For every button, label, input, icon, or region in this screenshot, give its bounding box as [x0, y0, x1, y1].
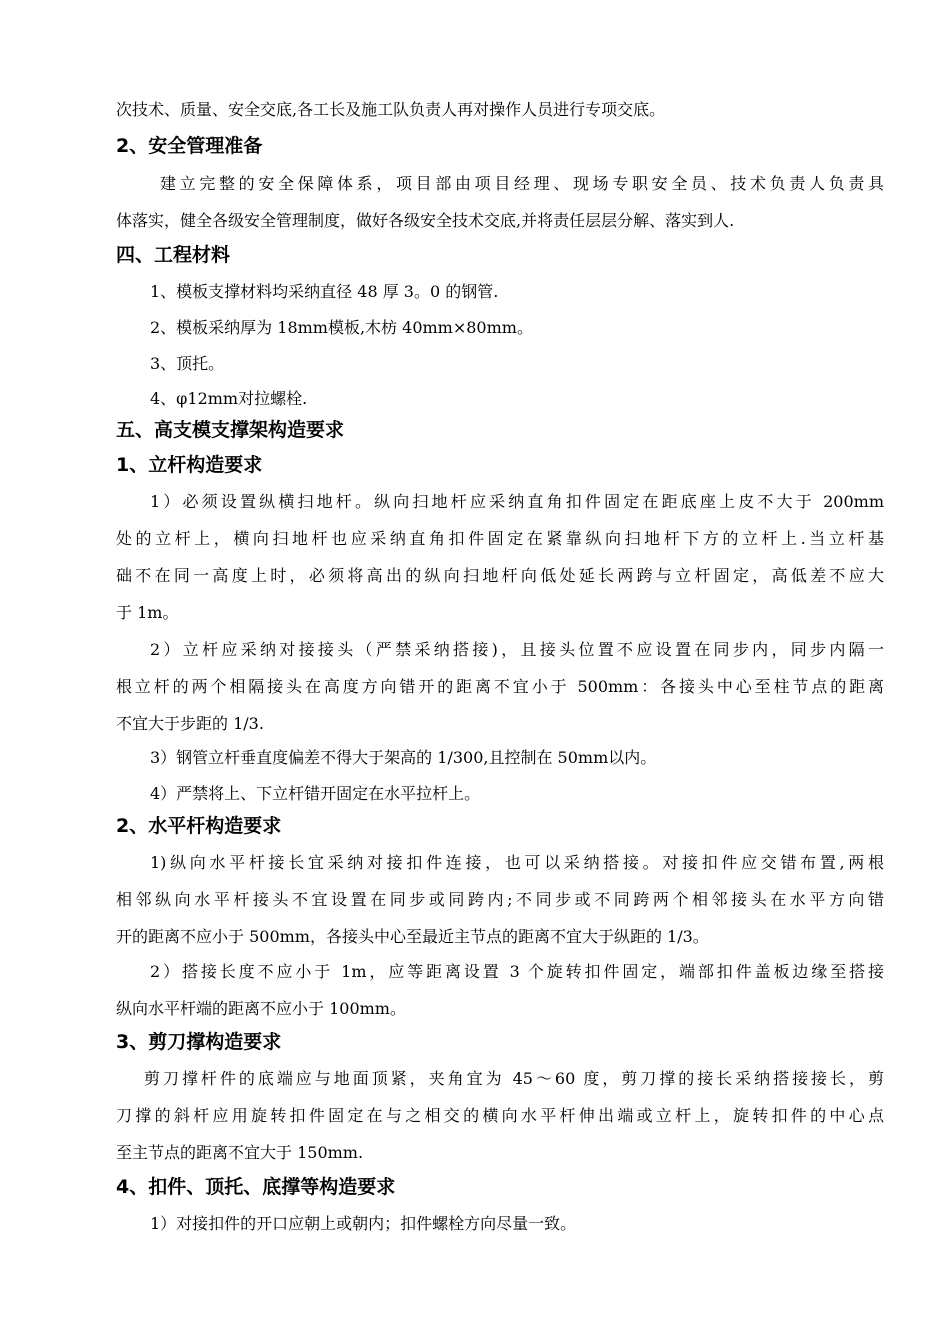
paragraph-line: 开的距离不应小于 500mm，各接头中心至最近主节点的距离不宜大于纵距的 1/3。 — [116, 927, 709, 946]
subsection-heading-fasteners: 4、扣件、顶托、底撑等构造要求 — [116, 1176, 396, 1198]
list-item: 4、φ12mm对拉螺栓. — [150, 389, 308, 408]
list-item: 1、模板支撑材料均采纳直径 48 厚 3。0 的钢管. — [150, 282, 499, 301]
paragraph-line: 纵向水平杆端的距离不应小于 100mm。 — [116, 999, 406, 1018]
paragraph-line: 1)纵向水平杆接长宜采纳对接扣件连接，也可以采纳搭接。对接扣件应交错布置,两根 — [150, 853, 884, 872]
list-item: 2、模板采纳厚为 18mm模板,木枋 40mm×80mm。 — [150, 318, 533, 337]
paragraph-line: 3）钢管立杆垂直度偏差不得大于架高的 1/300,且控制在 50mm以内。 — [150, 748, 657, 767]
section-heading-safety-management: 2、安全管理准备 — [116, 135, 263, 157]
paragraph-line: 剪刀撑杆件的底端应与地面顶紧，夹角宜为 45～60 度，剪刀撑的接长采纳搭接接长，剪 — [144, 1069, 884, 1088]
paragraph-line: 2）立杆应采纳对接接头（严禁采纳搭接)，且接头位置不应设置在同步内，同步内隔一 — [150, 640, 884, 659]
subsection-heading-upright-pole: 1、立杆构造要求 — [116, 454, 263, 476]
paragraph-line: 相邻纵向水平杆接头不宜设置在同步或同跨内;不同步或不同跨两个相邻接头在水平方向错 — [116, 890, 884, 909]
paragraph-line: 次技术、质量、安全交底,各工长及施工队负责人再对操作人员进行专项交底。 — [116, 100, 666, 119]
paragraph-line: 1）对接扣件的开口应朝上或朝内；扣件螺栓方向尽量一致。 — [150, 1214, 577, 1233]
paragraph-line: 4）严禁将上、下立杆错开固定在水平拉杆上。 — [150, 784, 481, 803]
paragraph-line: 刀撑的斜杆应用旋转扣件固定在与之相交的横向水平杆伸出端或立杆上，旋转扣件的中心点 — [116, 1106, 884, 1125]
paragraph-line: 础不在同一高度上时，必须将高出的纵向扫地杆向低处延长两跨与立杆固定，高低差不应大 — [116, 566, 884, 585]
list-item: 3、顶托。 — [150, 354, 225, 373]
paragraph-line: 2）搭接长度不应小于 1m，应等距离设置 3 个旋转扣件固定，端部扣件盖板边缘至搭接 — [150, 962, 884, 981]
paragraph-line: 体落实，健全各级安全管理制度，做好各级安全技术交底,并将责任层层分解、落实到人. — [116, 211, 735, 230]
paragraph-line: 建立完整的安全保障体系，项目部由项目经理、现场专职安全员、技术负责人负责具 — [160, 174, 884, 193]
paragraph-line: 不宜大于步距的 1/3. — [116, 714, 264, 733]
paragraph-line: 于 1m。 — [116, 603, 179, 622]
subsection-heading-horizontal-pole: 2、水平杆构造要求 — [116, 815, 282, 837]
paragraph-line: 至主节点的距离不宜大于 150mm. — [116, 1143, 364, 1162]
section-heading-formwork-support: 五、高支模支撑架构造要求 — [116, 419, 345, 441]
paragraph-line: 处的立杆上，横向扫地杆也应采纳直角扣件固定在紧靠纵向扫地杆下方的立杆上.当立杆基 — [116, 529, 884, 548]
paragraph-line: 1）必须设置纵横扫地杆。纵向扫地杆应采纳直角扣件固定在距底座上皮不大于 200mm — [150, 492, 884, 511]
paragraph-line: 根立杆的两个相隔接头在高度方向错开的距离不宜小于 500mm：各接头中心至柱节点的距离 — [116, 677, 884, 696]
subsection-heading-scissor-brace: 3、剪刀撑构造要求 — [116, 1031, 282, 1053]
section-heading-materials: 四、工程材料 — [116, 244, 231, 266]
